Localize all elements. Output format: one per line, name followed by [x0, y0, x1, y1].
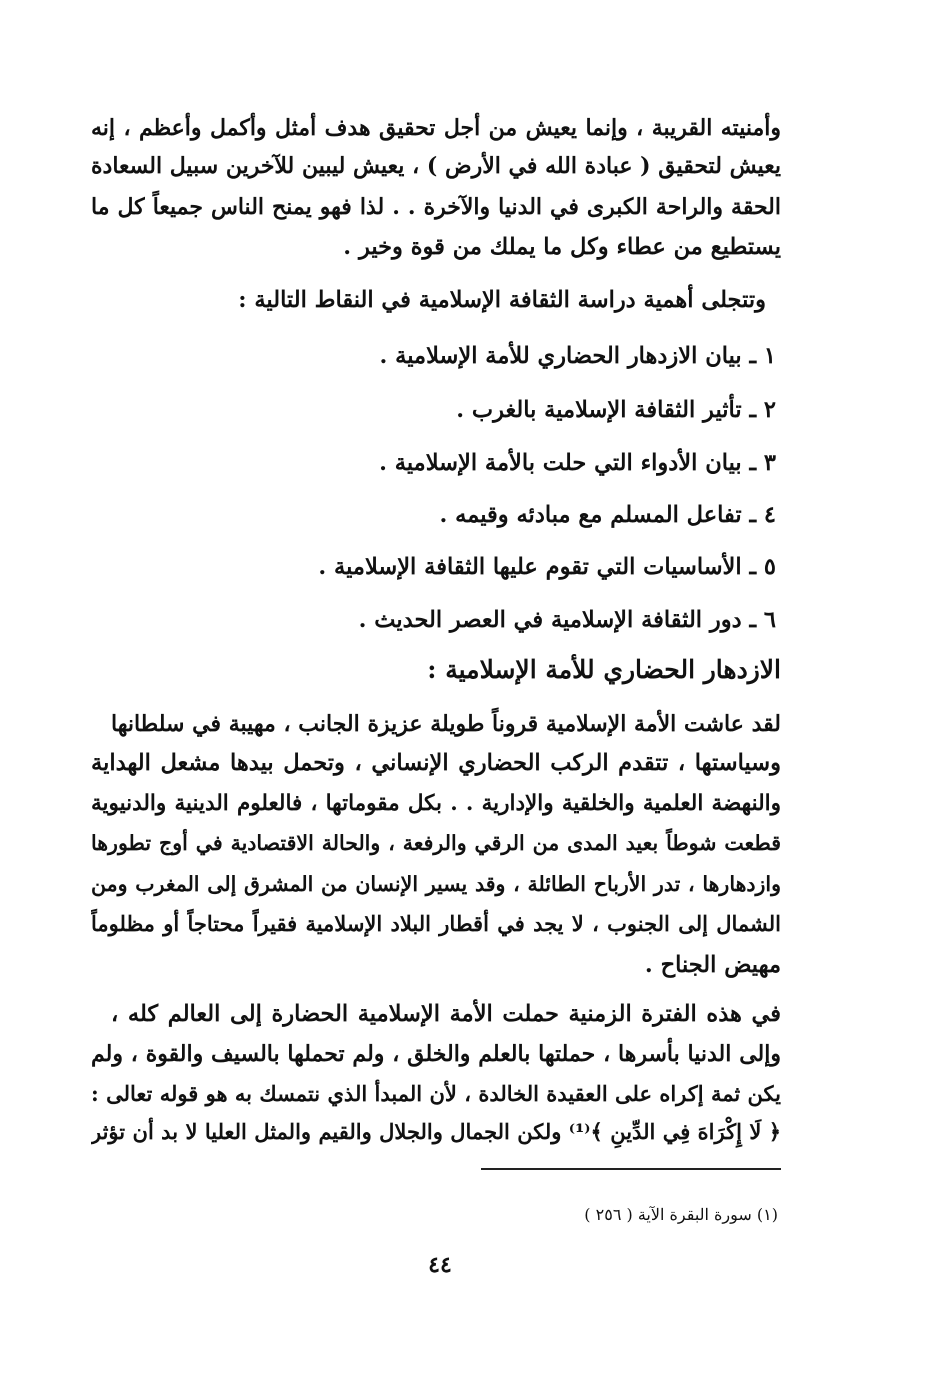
- paragraph-2-line-1: في هذه الفترة الزمنية حملت الأمة الإسلامية الحضارة إلى العالم كله ،: [111, 1001, 781, 1027]
- paragraph-1-line-7: مهيض الجناح .: [644, 952, 781, 978]
- paragraph-1-line-2: وسياستها ، تتقدم الركب الحضاري الإنساني ، وتحمل بيدها مشعل الهداية: [91, 750, 781, 776]
- paragraph-1-line-6: الشمال إلى الجنوب ، لا يجد في أقطار البلاد الإسلامية فقيراً محتاجاً أو مظلوماً: [91, 911, 781, 936]
- paragraph-2-line-4: ﴿ لَا إِكْرَاهَ فِي الدِّينِ ﴾⁽¹⁾ ولكن الجمال والجلال والقيم والمثل العليا لا بد أن تؤثر: [91, 1119, 781, 1144]
- paragraph-top-line-4: يستطيع من عطاء وكل ما يملك من قوة وخير .: [343, 234, 781, 260]
- footnote-divider: [481, 1168, 781, 1170]
- point-item: ٤ ـ تفاعل المسلم مع مبادئه وقيمه .: [439, 502, 776, 528]
- paragraph-2-line-3: يكن ثمة إكراه على العقيدة الخالدة ، لأن المبدأ الذي نتمسك به هو قوله تعالى :: [91, 1081, 781, 1106]
- intro-line: وتتجلى أهمية دراسة الثقافة الإسلامية في النقاط التالية :: [238, 287, 766, 313]
- paragraph-1-line-3: والنهضة العلمية والخلقية والإدارية . . بكل مقوماتها ، فالعلوم الدينية والدنيوية: [91, 791, 781, 816]
- paragraph-top-line-1: وأمنيته القريبة ، وإنما يعيش من أجل تحقيق هدف أمثل وأكمل وأعظم ، إنه: [91, 115, 781, 141]
- point-item: ١ ـ بيان الازدهار الحضاري للأمة الإسلامية .: [379, 343, 776, 369]
- point-item: ٥ ـ الأساسيات التي تقوم عليها الثقافة الإسلامية .: [318, 554, 776, 580]
- paragraph-1-line-4: قطعت شوطاً بعيد المدى من الرقي والرفعة ، والحالة الاقتصادية في أوج تطورها: [91, 831, 781, 855]
- page-number: ٤٤: [428, 1252, 452, 1278]
- paragraph-top-line-3: الحقة والراحة الكبرى في الدنيا والآخرة . . لذا فهو يمنح الناس جميعاً كل ما: [91, 194, 781, 220]
- paragraph-1-line-1: لقد عاشت الأمة الإسلامية قروناً طويلة عزيزة الجانب ، مهيبة في سلطانها: [111, 711, 781, 737]
- section-heading: الازدهار الحضاري للأمة الإسلامية :: [427, 655, 781, 684]
- point-item: ٦ ـ دور الثقافة الإسلامية في العصر الحديث .: [358, 607, 776, 633]
- point-item: ٢ ـ تأثير الثقافة الإسلامية بالغرب .: [456, 397, 776, 423]
- paragraph-2-line-2: وإلى الدنيا بأسرها ، حملتها بالعلم والخلق ، ولم تحملها بالسيف والقوة ، ولم: [91, 1041, 781, 1067]
- paragraph-1-line-5: وازدهارها ، تدر الأرباح الطائلة ، وقد يسير الإنسان من المشرق إلى المغرب ومن: [91, 872, 781, 896]
- footnote: (١) سورة البقرة الآية ( ٢٥٦ ): [584, 1205, 778, 1224]
- point-item: ٣ ـ بيان الأدواء التي حلت بالأمة الإسلامية .: [379, 450, 776, 476]
- paragraph-top-line-2: يعيش لتحقيق ( عبادة الله في الأرض ) ، يعيش ليبين للآخرين سبيل السعادة: [91, 153, 781, 179]
